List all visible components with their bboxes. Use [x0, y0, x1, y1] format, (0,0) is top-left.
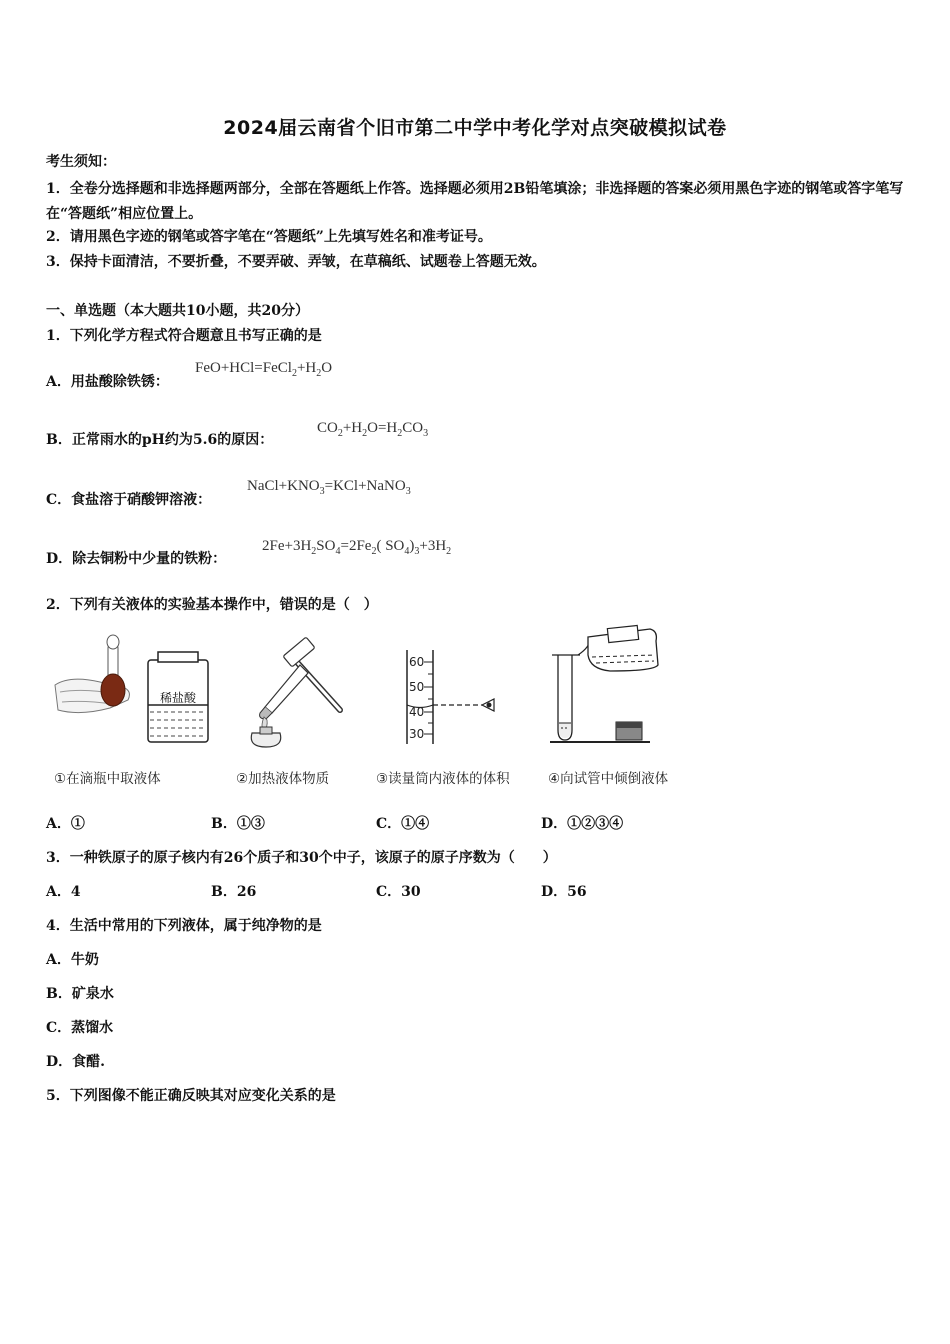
graduated-cylinder-figure	[400, 648, 510, 748]
q2-option-a[interactable]: A．①	[46, 816, 85, 832]
q2-option-b[interactable]: B．①③	[211, 816, 265, 832]
notice-heading: 考生须知：	[46, 154, 116, 170]
q1-option-a-label[interactable]: A．用盐酸除铁锈：	[46, 374, 169, 390]
question-5-stem: 5．下列图像不能正确反映其对应变化关系的是	[46, 1088, 336, 1104]
notice-item-2: 2．请用黑色字迹的钢笔或答字笔在“答题纸”上先填写姓名和准考证号。	[46, 229, 492, 245]
q3-option-a[interactable]: A．4	[46, 884, 81, 900]
section-heading: 一、单选题（本大题共10小题，共20分）	[46, 303, 309, 319]
figure-caption-2: ②加热液体物质	[236, 771, 330, 787]
q1-option-b-label[interactable]: B．正常雨水的pH约为5.6的原因：	[46, 432, 274, 448]
question-1-stem: 1．下列化学方程式符合题意且书写正确的是	[46, 328, 322, 344]
pouring-test-tube-figure	[550, 625, 670, 750]
q3-option-c[interactable]: C．30	[376, 884, 421, 900]
notice-item-1: 1．全卷分选择题和非选择题两部分，全部在答题纸上作答。选择题必须用2B铅笔填涂；非选择题的答案必须用黑色字迹的钢笔或答字笔写在“答题纸”相应位置上。	[46, 181, 904, 222]
q2-option-c[interactable]: C．①④	[376, 816, 430, 832]
figure-caption-3: ③读量筒内液体的体积	[376, 771, 510, 787]
figure-caption-4: ④向试管中倾倒液体	[548, 771, 669, 787]
q4-option-a[interactable]: A．牛奶	[46, 952, 99, 968]
question-4-stem: 4．生活中常用的下列液体，属于纯净物的是	[46, 918, 322, 934]
q1-option-d-label[interactable]: D．除去铜粉中少量的铁粉：	[46, 551, 227, 567]
q1-option-c-equation: $NaCl+KNO_3=KCl+NaNO_3$	[247, 478, 411, 497]
bottle-label: 稀盐酸	[159, 691, 197, 705]
notice-item-3: 3．保持卡面清洁，不要折叠，不要弄破、弄皱，在草稿纸、试题卷上答题无效。	[46, 254, 546, 270]
q2-option-d[interactable]: D．①②③④	[541, 816, 624, 832]
cylinder-tick-50: 50	[409, 680, 425, 694]
q4-option-c[interactable]: C．蒸馏水	[46, 1020, 114, 1036]
heating-liquid-figure	[240, 635, 360, 750]
cylinder-tick-60: 60	[409, 655, 425, 669]
figure-caption-1: ①在滴瓶中取液体	[54, 771, 161, 787]
dropper-bottle-figure	[50, 630, 220, 750]
q1-option-c-label[interactable]: C．食盐溶于硝酸钾溶液：	[46, 492, 212, 508]
q1-option-d-equation: $2Fe+3H_2SO_4=2Fe_2$( $SO_4)_3+3H_2$	[262, 538, 452, 557]
q4-option-b[interactable]: B．矿泉水	[46, 986, 114, 1002]
q3-option-d[interactable]: D．56	[541, 884, 587, 900]
q4-option-d[interactable]: D．食醋.	[46, 1054, 106, 1070]
cylinder-tick-40: 40	[409, 705, 425, 719]
cylinder-tick-30: 30	[409, 727, 425, 741]
question-2-stem: 2．下列有关液体的实验基本操作中，错误的是（ ）	[46, 597, 378, 613]
q1-option-b-equation: $CO_2+H_2O=H_2CO_3$	[317, 420, 429, 439]
question-3-stem: 3．一种铁原子的原子核内有26个质子和30个中子，该原子的原子序数为（ ）	[46, 850, 557, 866]
page-title: 2024届云南省个旧市第二中学中考化学对点突破模拟试卷	[223, 117, 727, 139]
q3-option-b[interactable]: B．26	[211, 884, 257, 900]
q1-option-a-equation: $FeO+HCl=FeCl_2+H_2O$	[195, 360, 333, 379]
